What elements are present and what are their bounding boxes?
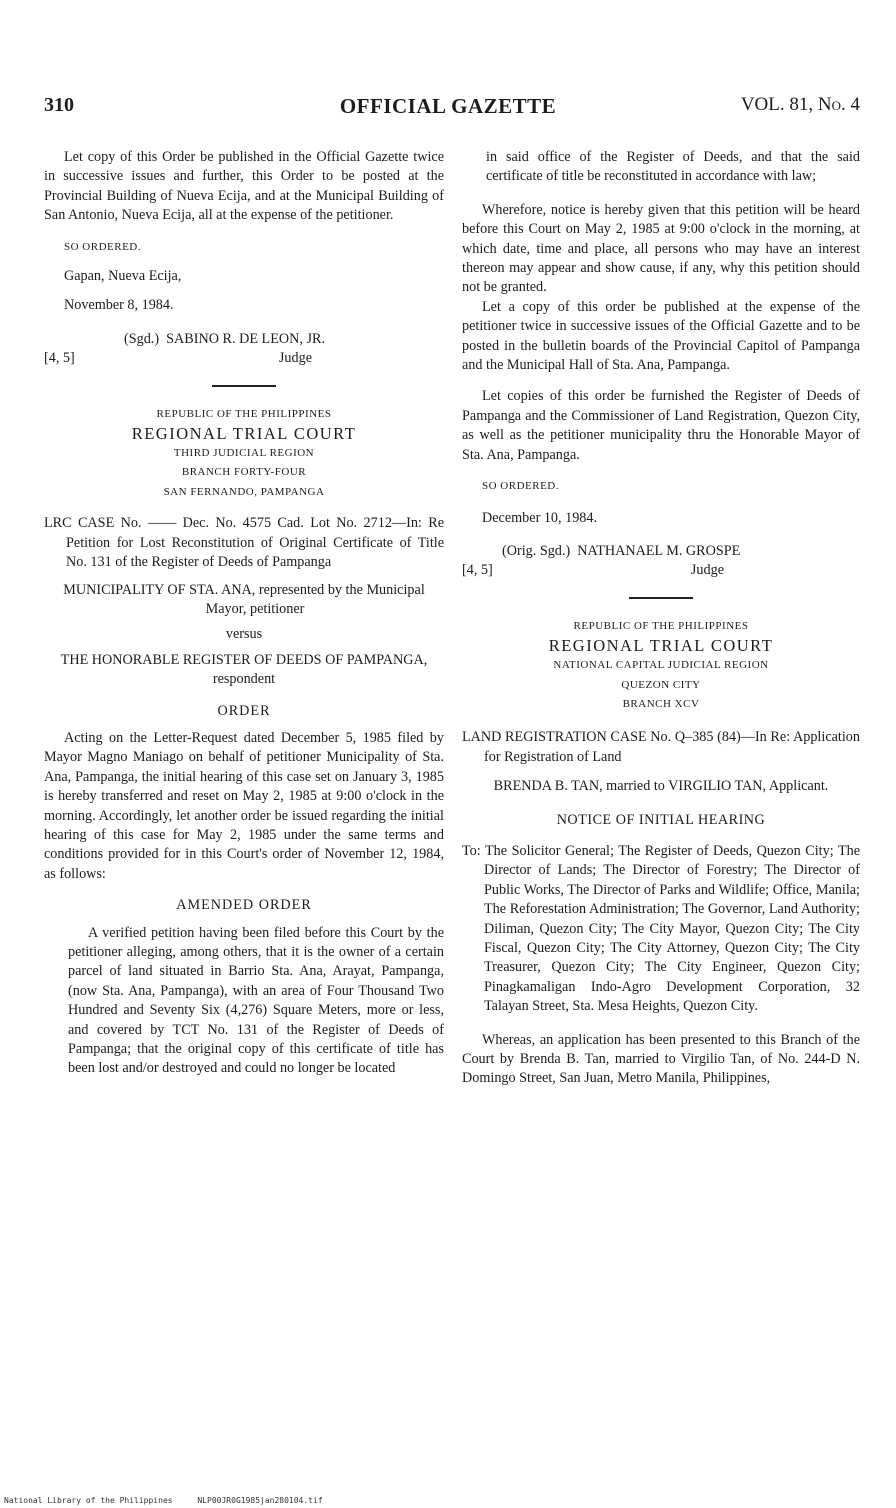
judge-name: SABINO R. DE LEON, JR. xyxy=(166,330,325,347)
applicant-line: BRENDA B. TAN, married to VIRGILIO TAN, Applicant. xyxy=(493,778,829,795)
order-place: Gapan, Nueva Ecija, xyxy=(64,268,182,285)
section-divider xyxy=(212,385,276,387)
judge-title: Judge xyxy=(690,562,724,579)
notice-title: NOTICE OF INITIAL HEARING xyxy=(556,811,766,828)
scan-file-id: NLP00JR0G1985jan280104.tif xyxy=(197,1496,323,1505)
issue-reference: [4, 5] xyxy=(44,350,75,367)
page-number: 310 xyxy=(44,94,74,116)
court-name: REGIONAL TRIAL COURT xyxy=(548,636,774,656)
judicial-region: THIRD JUDICIAL REGION xyxy=(173,447,315,460)
signature-block xyxy=(462,542,860,561)
petitioner-line: MUNICIPALITY OF STA. ANA, represented by the Municipal Mayor, petitioner xyxy=(63,581,425,617)
so-ordered: SO ORDERED. xyxy=(64,240,142,253)
versus-label: versus xyxy=(225,626,263,643)
republic-label: REPUBLIC OF THE PHILIPPINES xyxy=(573,619,749,632)
so-ordered: SO ORDERED. xyxy=(482,480,560,493)
furnish-paragraph: Let copies of this order be furnished the Register of Deeds of Pampanga and the Commissioner of Land Registration, Quezon City, as well as the petitioner municipality thru the Honorable Mayor of Sta. Ana, Pampanga. xyxy=(462,388,860,463)
volume-number: VOL. 81, No. 4 xyxy=(740,94,860,115)
section-divider xyxy=(629,597,693,599)
amended-order-continued: in said office of the Register of Deeds, and that the said certificate of title be reconstituted in accordance with law; xyxy=(486,149,860,185)
whereas-paragraph: Whereas, an application has been presented to this Branch of the Court by Brenda B. Tan, married to Virgilio Tan, of No. 244-D N. Domingo Street, San Juan, Metro Manila, Philippines, xyxy=(462,1031,860,1087)
addressee-list: To: The Solicitor General; The Register of Deeds, Quezon City; The Director of Lands; The Director of Forestry; The Director of Public Works, The Director of Parks and Wildlife; Office, Manila; The Reforestation Administration; The Governor, Land Authority; Diliman, Quezon City; The City Mayor, Quezon City; The City Fiscal, Quezon City; The City Attorney, Quezon City; The City Treasurer, Quezon City; The City Engineer, Quezon City; Pinagkamaligan Indo-Agro Development Corporation, 32 Talayan Street, Sta. Mesa Heights, Quezon City. xyxy=(462,842,860,1015)
left-column xyxy=(44,148,444,1079)
amended-order-body: A verified petition having been filed before this Court by the petitioner alleging, among others, that it is the owner of a certain parcel of land situated in Barrio Sta. Ana, Arayat, Pampanga, (now Sta. Ana, Pampanga), with an area of Four Thousand Two Hundred and Seventy Six (4,276) Square Meters, more or less, and covered by TCT No. 131 of the Register of Deeds of Pampanga; that the original copy of this certificate of title has been lost and/or destroyed and could no longer be located xyxy=(68,924,444,1077)
page-header xyxy=(0,94,896,124)
signature-footer xyxy=(44,349,444,368)
publication-paragraph: Let a copy of this order be published at the expense of the petitioner twice in successive issues of the Official Gazette and to be posted in the bulletin boards of the Provincial Capitol of Pampanga and the Municipal Hall of Sta. Ana, Pampanga. xyxy=(462,298,860,374)
library-credit: National Library of the Philippines xyxy=(4,1496,173,1505)
judge-title: Judge xyxy=(278,350,312,367)
court-name: REGIONAL TRIAL COURT xyxy=(131,424,357,444)
court-branch: BRANCH FORTY-FOUR xyxy=(181,466,307,479)
court-location: SAN FERNANDO, PAMPANGA xyxy=(163,485,325,498)
court-header xyxy=(44,405,444,503)
right-column xyxy=(462,148,860,1089)
wherefore-paragraph: Wherefore, notice is hereby given that this petition will be heard before this Court on May 2, 1985 at 9:00 o'clock in the morning, at which date, time and place, all persons who may have an interest thereon may appear and show cause, if any, why this petition should not be granted. xyxy=(462,201,860,296)
signed-prefix: (Sgd.) xyxy=(124,330,160,347)
order-date: December 10, 1984. xyxy=(482,509,598,526)
signed-prefix: (Orig. Sgd.) xyxy=(502,542,571,559)
order-body: Acting on the Letter-Request dated December 5, 1985 filed by Mayor Magno Maniago on behalf of petitioner Municipality of Sta. Ana, Pampanga, the initial hearing of this case set on January 3, 1985 is hereby transferred and reset on May 2, 1985 at 9:00 o'clock in the morning. Accordingly, let another order be issued regarding the initial hearing of this case for May 2, 1985 under the same terms and conditions provided for in this Court's order of November 12, 1984, as follows: xyxy=(44,729,444,882)
court-header xyxy=(462,617,860,715)
signature-footer xyxy=(462,561,860,580)
case-caption: LRC CASE No. —— Dec. No. 4575 Cad. Lot No. 2712—In: Re Petition for Lost Reconstitution of Original Certificate of Title No. 131 of the Register of Deeds of Pampanga xyxy=(44,515,444,571)
scan-footer xyxy=(4,1496,323,1505)
gazette-title: OFFICIAL GAZETTE xyxy=(339,94,557,118)
signature-block xyxy=(44,330,444,349)
amended-order-title: AMENDED ORDER xyxy=(176,897,312,914)
court-branch: BRANCH XCV xyxy=(622,697,700,710)
previous-order-tail: Let copy of this Order be published in the Official Gazette twice in successive issues and further, this Order to be posted at the Provincial Building of Nueva Ecija, and at the Municipal Building of San Antonio, Nueva Ecija, all at the expense of the petitioner. xyxy=(44,149,444,224)
order-title: ORDER xyxy=(217,702,271,719)
judicial-region: NATIONAL CAPITAL JUDICIAL REGION xyxy=(553,659,769,672)
respondent-line: THE HONORABLE REGISTER OF DEEDS OF PAMPANGA, respondent xyxy=(60,651,428,688)
order-date: November 8, 1984. xyxy=(64,297,174,314)
issue-reference: [4, 5] xyxy=(462,562,493,579)
judge-name: NATHANAEL M. GROSPE xyxy=(577,542,741,559)
republic-label: REPUBLIC OF THE PHILIPPINES xyxy=(156,407,332,420)
case-caption: LAND REGISTRATION CASE No. Q–385 (84)—In Re: Application for Registration of Land xyxy=(462,729,860,765)
court-city: QUEZON CITY xyxy=(621,678,701,691)
